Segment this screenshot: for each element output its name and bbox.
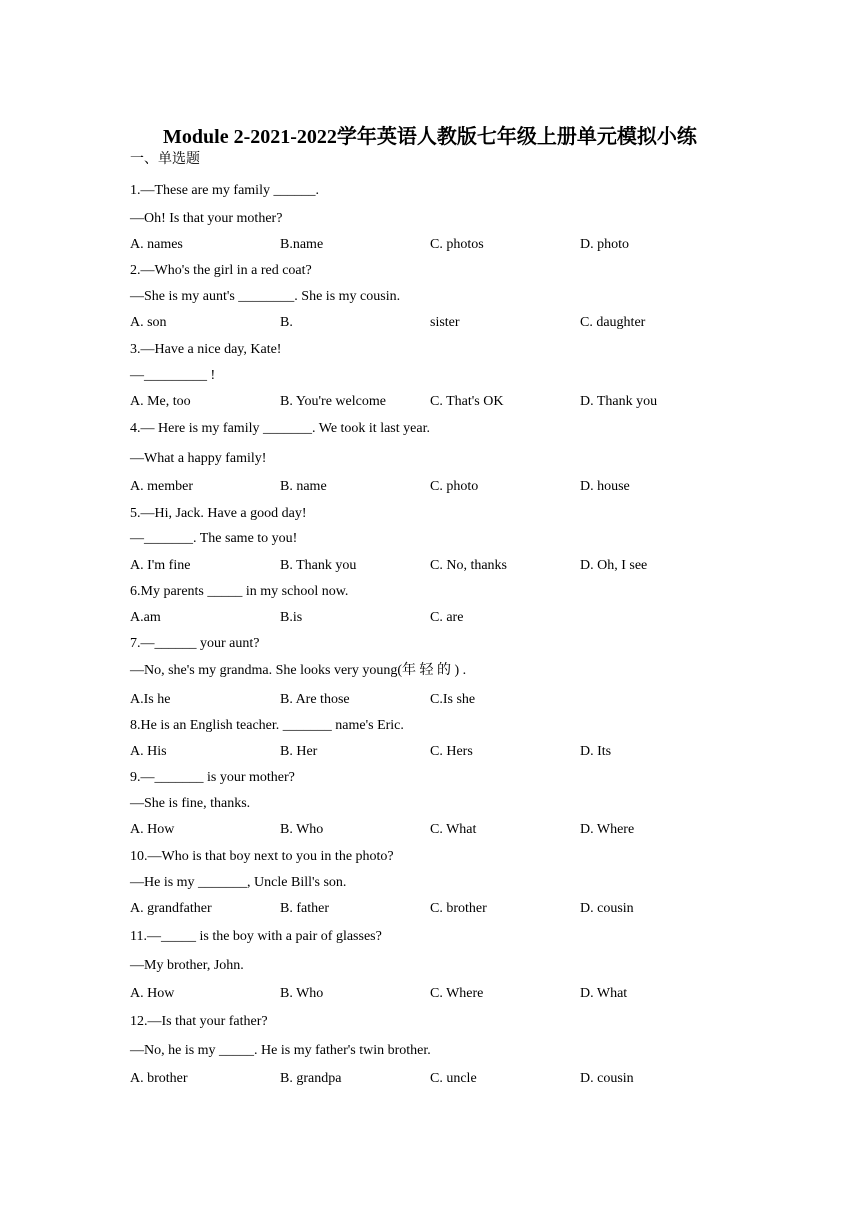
question-9-stem: 9.—_______ is your mother? [130,770,295,785]
question-5-reply: —_______. The same to you! [130,531,298,546]
option-d: D. What [580,986,628,1001]
question-10-stem: 10.—Who is that boy next to you in the photo? [130,849,394,864]
option-a: A. I'm fine [130,558,191,573]
option-a: A. son [130,315,167,330]
question-6-stem: 6.My parents _____ in my school now. [130,584,349,599]
question-1-options [130,235,770,255]
option-a: A. names [130,237,183,252]
option-a: A. member [130,479,193,494]
question-4-options [130,477,770,497]
option-b: B. Who [280,986,324,1001]
option-b: B. grandpa [280,1071,342,1086]
question-4-reply: —What a happy family! [130,451,267,466]
question-1-stem: 1.—These are my family ______. [130,183,319,198]
question-9-reply: —She is fine, thanks. [130,796,251,811]
question-11-stem: 11.—_____ is the boy with a pair of glasses? [130,929,382,944]
question-6-options [130,608,770,628]
question-3-options [130,392,770,412]
option-a: A. Me, too [130,394,191,409]
option-c: C. No, thanks [430,558,507,573]
option-d: D. Where [580,822,635,837]
option-c: C. are [430,610,464,625]
option-c: C. photos [430,237,484,252]
option-a: A. His [130,744,167,759]
option-d: D. Oh, I see [580,558,648,573]
question-2-options [130,313,770,333]
option-d: D. house [580,479,630,494]
option-a: A. How [130,822,175,837]
question-12-stem: 12.—Is that your father? [130,1014,268,1029]
question-2-reply: —She is my aunt's ________. She is my cousin. [130,289,401,304]
question-2-stem: 2.—Who's the girl in a red coat? [130,263,312,278]
question-8-options [130,742,770,762]
option-b: B.is [280,610,303,625]
question-5-options [130,556,770,576]
option-b: B.name [280,237,324,252]
option-b: B. name [280,479,327,494]
question-7-reply: —No, she's my grandma. She looks very young(年 轻 的 ) . [130,663,467,678]
option-c: C. brother [430,901,487,916]
option-b-text: sister [430,315,460,330]
option-a: A. brother [130,1071,188,1086]
question-3-stem: 3.—Have a nice day, Kate! [130,342,282,357]
option-b: B. father [280,901,329,916]
option-d: D. Thank you [580,394,658,409]
option-a: A.Is he [130,692,171,707]
option-c: C. photo [430,479,479,494]
question-4-stem: 4.— Here is my family _______. We took it last year. [130,421,430,436]
option-c: C. That's OK [430,394,504,409]
option-a: A.am [130,610,161,625]
option-c: C. What [430,822,477,837]
option-c: C. Hers [430,744,473,759]
question-11-reply: —My brother, John. [130,958,244,973]
option-b: B. You're welcome [280,394,386,409]
question-3-reply: —_________ ! [130,368,216,383]
option-d: D. photo [580,237,629,252]
option-c: C. uncle [430,1071,477,1086]
question-12-reply: —No, he is my _____. He is my father's twin brother. [130,1043,431,1058]
option-b: B. Her [280,744,318,759]
option-c: C. Where [430,986,484,1001]
option-b: B. [280,315,293,330]
option-d: D. Its [580,744,612,759]
question-9-options [130,820,770,840]
option-b: B. Thank you [280,558,357,573]
question-5-stem: 5.—Hi, Jack. Have a good day! [130,506,307,521]
option-d: D. cousin [580,1071,634,1086]
question-12-options [130,1069,770,1089]
option-c: C.Is she [430,692,476,707]
question-1-reply: —Oh! Is that your mother? [130,211,283,226]
option-a: A. grandfather [130,901,212,916]
question-7-stem: 7.—______ your aunt? [130,636,260,651]
option-c: C. daughter [580,315,646,330]
option-b: B. Are those [280,692,350,707]
option-d: D. cousin [580,901,634,916]
question-8-stem: 8.He is an English teacher. _______ name's Eric. [130,718,404,733]
option-b: B. Who [280,822,324,837]
option-a: A. How [130,986,175,1001]
question-10-options [130,899,770,919]
question-7-options [130,690,770,710]
document-title: Module 2-2021-2022学年英语人教版七年级上册单元模拟小练 [163,126,697,148]
section-heading: 一、单选题 [130,152,200,167]
question-10-reply: —He is my _______, Uncle Bill's son. [130,875,347,890]
question-11-options [130,984,770,1004]
